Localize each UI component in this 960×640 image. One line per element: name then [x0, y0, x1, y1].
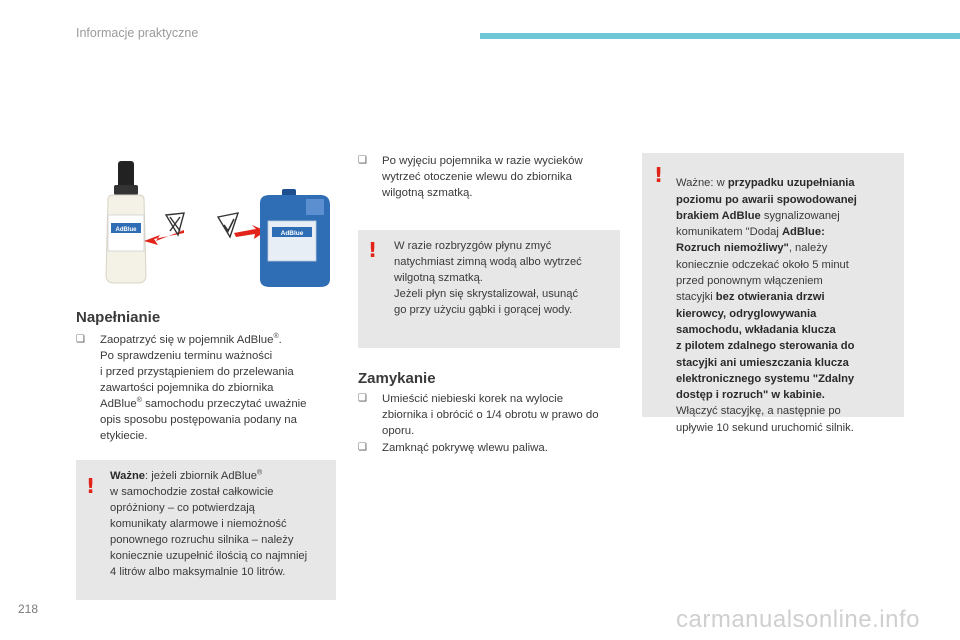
bottle-label: AdBlue — [115, 227, 137, 233]
text-part: samochodu przeczytać uważnie opis sposobu postępowania podany na etykiecie. — [100, 398, 307, 442]
text-part: . Po sprawdzeniu terminu ważności i przed przystąpieniem do przelewania zawartości pojemnika do zbiornika AdBlue — [100, 334, 294, 410]
closing-bullet-list — [358, 391, 620, 457]
red-arrow-bottle — [144, 230, 184, 245]
filling-section-title: Napełnianie — [76, 309, 161, 326]
registered-mark: ® — [273, 333, 279, 341]
watermark-text: carmanualsonline.info — [676, 606, 920, 633]
middle-bullet-text: Po wyjęciu pojemnika w razie wycieków wytrzeć otoczenie wlewu do zbiornika wilgotną szmatką. — [382, 155, 583, 199]
checkbox-icon: ❏ — [358, 155, 367, 166]
note-part: , należy koniecznie odczekać około 5 minut przed ponownym włączeniem stacyjki — [676, 242, 849, 304]
note-part: Włączyć stacyjkę, a następnie po upływie 10 sekund uruchomić silnik. — [676, 405, 854, 434]
warning-icon: ! — [368, 238, 378, 262]
checkbox-icon: ❏ — [76, 334, 85, 345]
middle-bullet-list — [358, 153, 618, 202]
page-header-title: Informacje praktyczne — [76, 26, 199, 40]
adblue-bottle — [106, 161, 146, 283]
note-part-bold: AdBlue: Rozruch niemożliwy" — [676, 226, 825, 255]
warning-icon: ! — [654, 163, 664, 187]
canister-label: AdBlue — [280, 230, 304, 237]
filling-bullet-text — [100, 332, 346, 444]
middle-bullet-item — [358, 153, 618, 201]
note-part: Ważne: w — [676, 177, 728, 190]
illustration-svg — [84, 155, 334, 295]
note-bold: Ważne — [110, 470, 146, 482]
note-part: sygnalizowanej komunikatem "Dodaj — [676, 209, 840, 239]
text-part: w samochodzie został całkowicie opróżniony – co potwierdzają komunikaty alarmowe i niemożność ponownego rozruchu silnika – należy koniecznie uzupełnić ilością co najmniej 4 litrów albo maksymalnie 10 litrów. — [110, 486, 308, 578]
checkbox-icon: ❏ — [358, 442, 367, 453]
restart-warning-note — [642, 153, 904, 434]
adblue-canister — [260, 189, 330, 287]
filling-warning-note — [76, 460, 336, 600]
filling-bullet-item — [76, 332, 346, 444]
adblue-illustration — [84, 155, 334, 295]
restart-note-text — [676, 159, 900, 436]
note-part-bold: bez otwierania drzwi kierowcy, odryglowywania samochodu, wkładania klucza z pilotem zdalnego sterowania do stacyjki ani umieszczania klucza elektronicznego systemu "Zdalny dostęp i rozruch" w kabinie. — [676, 291, 855, 402]
closing-bullet-text: Umieścić niebieski korek na wylocie zbiornika i obrócić o 1/4 obrotu w prawo do oporu. — [382, 393, 599, 437]
closing-bullet-item — [358, 440, 620, 456]
registered-mark: ® — [256, 469, 263, 477]
registered-mark: ® — [136, 397, 142, 405]
closing-section-title: Zamykanie — [358, 370, 436, 387]
text-part: : jeżeli zbiornik AdBlue — [145, 470, 257, 482]
closing-bullet-text: Zamknąć pokrywę wlewu paliwa. — [382, 442, 548, 454]
filling-note-text — [110, 468, 334, 580]
checkbox-icon: ❏ — [358, 393, 367, 404]
filling-bullet-list — [76, 332, 346, 445]
text-part: Zaopatrzyć się w pojemnik AdBlue — [100, 334, 274, 346]
spill-warning-note — [358, 230, 620, 348]
closing-bullet-item — [358, 391, 620, 439]
warning-icon: ! — [86, 474, 96, 498]
header-accent-bar — [480, 33, 960, 39]
spill-note-text: W razie rozbryzgów płynu zmyć natychmiast zimną wodą albo wytrzeć wilgotną szmatką. Jeżeli płyn się skrystalizował, usunąć go przy użyciu gąbki i gorącej wody. — [394, 240, 582, 316]
page-number: 218 — [18, 602, 39, 616]
note-part-bold: przypadku uzupełniania poziomu po awarii spowodowanej brakiem AdBlue — [676, 177, 857, 222]
